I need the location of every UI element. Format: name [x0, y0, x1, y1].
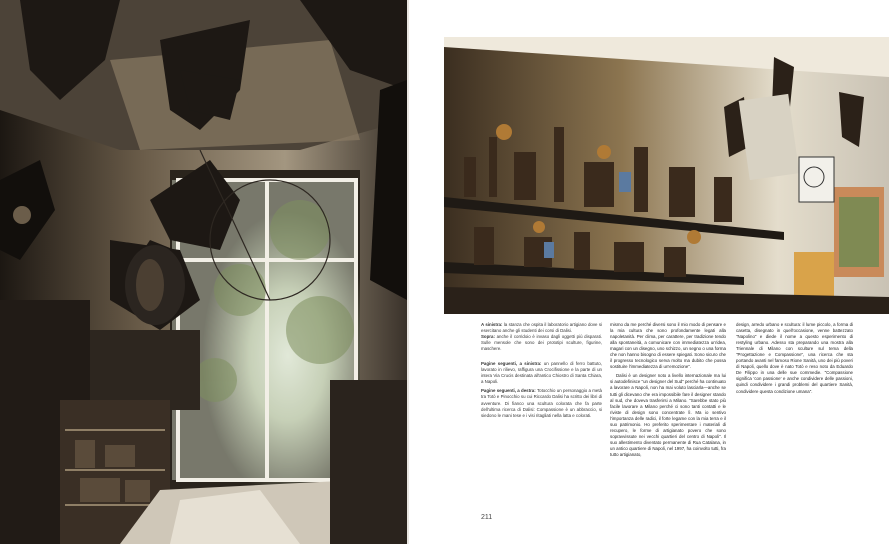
caption-text: un pannello di ferro battuto, lavorato in rilievo, raffigura una Crocifissione e la parte di un intera Via Crucis destinata all'antico Chiostro di Santa Chiara, a Napoli.: [481, 361, 602, 385]
page-number: 211: [481, 514, 493, 521]
body-paragraph: Dalisi è un designer noto a livello internazionale ma lui si autodefinisce "un designer del Sud" perché ha continuato a lavorare a Napoli, non ha mai voluto lasciarla—anche se tutti gli dicevano che era impossibile fare il designer stando al sud, che doveva trasferirsi a Milano. "Sarebbe stato più facile lavorare a Milano perché ci sono tanti contatti e le riviste di design sono concentrate lì. Ma io sentivo l'importanza delle radici, il forte legame con la mia terra e il suo patrimonio. Ho preferito sperimentare i materiali di recupero, le forme di artigianato povero che sono sopravvissute nei vecchi quartieri del centro di Napoli". Il suo allestimento diventato permanente di Rua Catalana, in un antico quartiere di Napoli, nel 1997, ha coinvolto tutti, fra tutto artigianato,: [610, 373, 726, 457]
body-paragraph: design, arredo urbano e scultura: il lume piccolo, a forma di casetta, disegnato in quell'occasione, venne battezzato "Napolino" e diede il nome a questo esperimento di restyling urbano. Adesso sta preparando una mostra alla Triennale di Milano con sculture sul tema della "Progettazione e Compassione", una ricerca che sta portando avanti nel famoso Rione Sanità, uno dei più poveri di Napoli, quello dove è nato Totò e reso noto da Eduardo De Filippo in una delle sue commedie. "Compassione significa 'con passione' e anche condividere delle passioni, quindi condividere i grandi problemi del quartiere Sanità, condividere questa condizione umana".: [736, 322, 853, 394]
left-page-photo: [0, 0, 407, 544]
caption-column: [481, 322, 602, 422]
body-column-2: [610, 322, 726, 461]
sculpture-shelves-photo: [444, 37, 889, 314]
body-column-3: [736, 322, 853, 398]
page-gutter: [407, 0, 409, 544]
caption-left: [481, 322, 602, 334]
caption-text: la stanza che ospita il laboratorio artigiano dove si esercitano anche gli studenti dei corsi di Dalisi.: [481, 322, 603, 334]
caption-next-right: [481, 388, 602, 418]
caption-next-left: [481, 361, 602, 385]
caption-lead: A sinistra:: [481, 322, 503, 327]
caption-lead: Pagine seguenti, a sinistra:: [481, 361, 542, 367]
caption-lead: Pagine seguenti, a destra:: [481, 388, 536, 394]
caption-text: anche il corridoio è invaso dagli oggetti più disparati. Sulle mensole che sono dei prototipi sculture, figurine, maschere.: [481, 334, 602, 352]
body-paragraph: mismo da me perché diversi sono il mio modo di pensare e la mia cultura che sono profondamente legati alla napoletanità. Per clima, per carattere, per tradizione tendo alla spontaneità, a comunicare con immediatezza un'idea, magari con un disegno, uno schizzo, un segno o una forma che non hanno bisogno di essere spiegati. Sono sicuro che il progresso tecnologico serva molto ma dubito che possa sostituire l'immediatezza di un'emozione".: [610, 322, 726, 370]
caption-lead: Sopra:: [481, 334, 495, 340]
right-page-photo: [444, 37, 889, 314]
studio-window-photo: [0, 0, 407, 544]
caption-above: [481, 334, 602, 352]
caption-text: Totocchio un personaggio a metà tra Totò e Pinocchio su cui Riccardo Dalisi ha scritto dei libri di avventure. Di fianco una scultura colorata che fa parte dell'ultima ricerca di Dalisi: Compassione è un abbraccio, si siedono le mani tese e i visi ritagliati nella latta e colorati.: [481, 388, 602, 418]
